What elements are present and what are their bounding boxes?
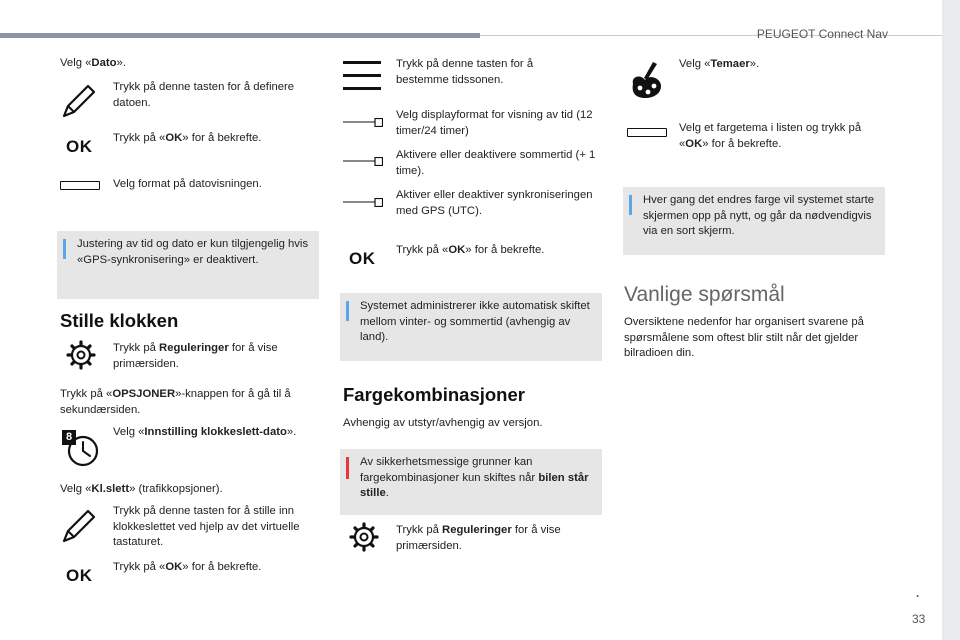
number-badge: 8 — [62, 430, 76, 445]
ok-button-icon-3: OK — [349, 249, 376, 268]
confirm-text-2: Trykk på «OK» for å bekrefte. — [113, 561, 262, 573]
info-icon — [63, 239, 66, 259]
press-settings-text-2: Trykk på Reguleringer for å vise primærsiden. — [396, 524, 561, 552]
info-note-restart — [623, 187, 885, 255]
list-field-icon-2 — [627, 128, 667, 137]
press-settings-text-1: Trykk på Reguleringer for å vise primærsiden. — [113, 342, 278, 370]
gear-icon — [66, 340, 96, 370]
info-note-dst-text: Systemet administrerer ikke automatisk skiftet mellom vinter- og sommertid (avhengig av land). — [360, 300, 590, 343]
page-number: 33 — [912, 612, 926, 626]
opsjoner-text: Trykk på «OPSJONER»-knappen for å gå til å sekundærsiden. — [60, 388, 291, 416]
pencil-icon-2 — [60, 507, 98, 545]
define-date-text: Trykk på denne tasten for å definere datoen. — [113, 81, 295, 109]
confirm-text-3: Trykk på «OK» for å bekrefte. — [396, 244, 545, 256]
heading-stille-klokken: Stille klokken — [60, 310, 179, 331]
side-strip — [942, 0, 960, 640]
faq-text: Oversiktene nedenfor har organisert svarene på spørsmålene som oftest blir stilt når det gjelder bilradioen din. — [624, 316, 864, 359]
header-title: PEUGEOT Connect Nav — [756, 27, 888, 41]
info-icon-2 — [346, 301, 349, 321]
palette-icon — [627, 60, 665, 100]
klslett-text: Velg «Kl.slett» (trafikkopsjoner). — [60, 483, 223, 495]
info-note-text: Justering av tid og dato er kun tilgjengelig hvis «GPS-synkronisering» er deaktivert. — [77, 238, 309, 266]
info-icon-3 — [629, 195, 632, 215]
list-field-icon — [60, 181, 100, 190]
toggle-field-icon-3 — [343, 198, 383, 207]
page-dot: . — [916, 586, 920, 600]
choose-theme-text: Velg et fargetema i listen og trykk på «OK» for å bekrefte. — [679, 122, 862, 150]
display-format-text: Velg displayformat for visning av tid (12 timer/24 timer) — [396, 109, 593, 137]
ok-button-icon: OK — [66, 137, 93, 156]
klokkeslett-text: Velg «Innstilling klokkeslett-dato». — [113, 426, 297, 438]
menu-icon — [343, 60, 381, 92]
timezone-text: Trykk på denne tasten for å bestemme tidssonen. — [396, 58, 534, 86]
warning-note-text: Av sikkerhetsmessige grunner kan fargekombinasjoner kun skiftes når bilen står stille. — [360, 456, 589, 499]
pencil-icon — [60, 82, 98, 120]
confirm-text-1: Trykk på «OK» for å bekrefte. — [113, 132, 262, 144]
gps-sync-text: Aktiver eller deaktiver synkroniseringen med GPS (UTC). — [396, 189, 593, 217]
info-note-gps — [57, 231, 319, 299]
velg-dato-text: Velg «Dato». — [60, 57, 126, 69]
date-format-text: Velg format på datovisningen. — [113, 178, 262, 190]
gear-icon-2 — [349, 522, 379, 552]
info-note-dst — [340, 293, 602, 361]
clock-icon — [64, 432, 100, 468]
info-note-restart-text: Hver gang det endres farge vil systemet starte skjermen opp på nytt, og går da nødvendigvis via en sort skjerm. — [643, 194, 875, 237]
warning-icon — [346, 457, 349, 479]
set-clock-text: Trykk på denne tasten for å stille inn klokkeslettet ved hjelp av det virtuelle tastaturet. — [113, 505, 300, 548]
toggle-field-icon-1 — [343, 118, 383, 127]
warning-note — [340, 449, 602, 515]
heading-vanlige-sporsmal: Vanlige spørsmål — [624, 283, 785, 306]
summer-time-text: Aktivere eller deaktivere sommertid (+ 1 time). — [396, 149, 596, 177]
heading-fargekombinasjoner: Fargekombinasjoner — [343, 384, 525, 405]
toggle-field-icon-2 — [343, 157, 383, 166]
ok-button-icon-2: OK — [66, 566, 93, 585]
header-bar — [0, 33, 480, 38]
depends-text: Avhengig av utstyr/avhengig av versjon. — [343, 417, 543, 429]
themes-text: Velg «Temaer». — [679, 58, 760, 70]
